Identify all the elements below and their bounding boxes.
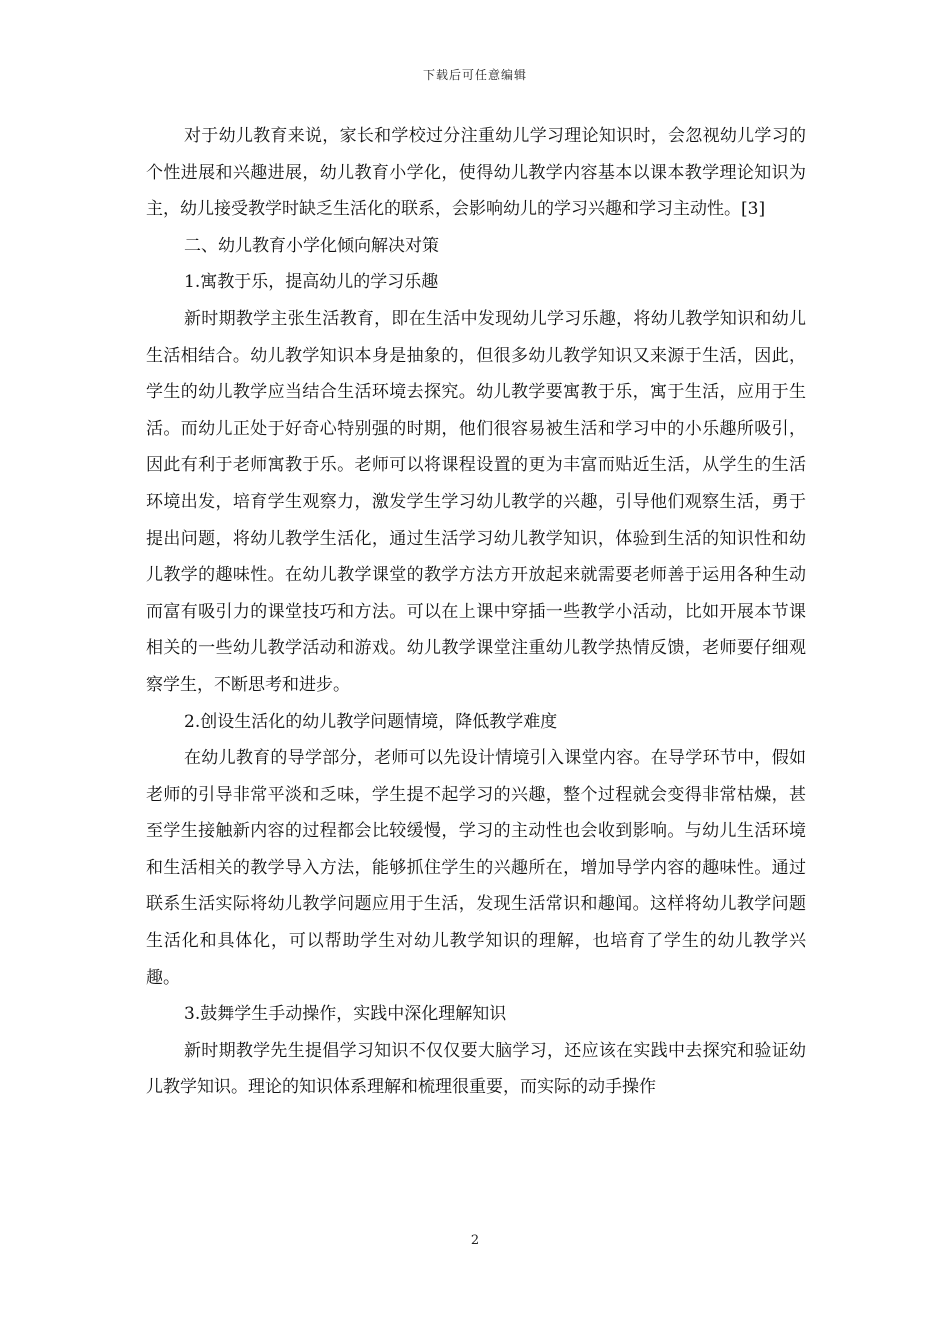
page-header: 下载后可任意编辑	[422, 68, 527, 82]
subheading-3: 3.鼓舞学生手动操作，实践中深化理解知识	[184, 1004, 507, 1025]
paragraph-3: 新时期教学先生提倡学习知识不仅仅要大脑学习，还应该在实践中去探究和验证幼儿教学知识。理论的知识体系理解和梳理很重要，而实际的动手操作	[146, 1040, 806, 1098]
paragraph-2: 在幼儿教育的导学部分，老师可以先设计情境引入课堂内容。在导学环节中，假如老师的引导非常平淡和乏味，学生提不起学习的兴趣，整个过程就会变得非常枯燥，甚至学生接触新内容的过程都会比较缓慢，学习的主动性也会收到影响。与幼儿生活环境和生活相关的教学导入方法，能够抓住学生的兴趣所在，增加导学内容的趣味性。通过联系生活实际将幼儿教学问题应用于生活，发现生活常识和趣闻。这样将幼儿教学问题生活化和具体化，可以帮助学生对幼儿教学知识的理解，也培育了学生的幼儿教学兴趣。	[146, 748, 806, 988]
paragraph-intro: 对于幼儿教育来说，家长和学校过分注重幼儿学习理论知识时，会忽视幼儿学习的个性进展和兴趣进展，幼儿教育小学化，使得幼儿教学内容基本以课本教学理论知识为主，幼儿接受教学时缺乏生活化的联系，会影响幼儿的学习兴趣和学习主动性。[3]	[146, 126, 806, 220]
subheading-1: 1.寓教于乐，提高幼儿的学习乐趣	[184, 272, 439, 293]
page-number: 2	[470, 1233, 480, 1248]
subheading-2: 2.创设生活化的幼儿教学问题情境，降低教学难度	[184, 711, 558, 732]
document-body	[146, 118, 806, 1106]
section-heading: 二、幼儿教育小学化倾向解决对策	[184, 235, 439, 256]
paragraph-1: 新时期教学主张生活教育，即在生活中发现幼儿学习乐趣，将幼儿教学知识和幼儿生活相结合。幼儿教学知识本身是抽象的，但很多幼儿教学知识又来源于生活，因此，学生的幼儿教学应当结合生活环境去探究。幼儿教学要寓教于乐，寓于生活，应用于生活。而幼儿正处于好奇心特别强的时期，他们很容易被生活和学习中的小乐趣所吸引，因此有利于老师寓教于乐。老师可以将课程设置的更为丰富而贴近生活，从学生的生活环境出发，培育学生观察力，激发学生学习幼儿教学的兴趣，引导他们观察生活，勇于提出问题，将幼儿教学生活化，通过生活学习幼儿教学知识，体验到生活的知识性和幼儿教学的趣味性。在幼儿教学课堂的教学方法方开放起来就需要老师善于运用各种生动而富有吸引力的课堂技巧和方法。可以在上课中穿插一些教学小活动，比如开展本节课相关的一些幼儿教学活动和游戏。幼儿教学课堂注重幼儿教学热情反馈，老师要仔细观察学生，不断思考和进步。	[146, 308, 806, 695]
